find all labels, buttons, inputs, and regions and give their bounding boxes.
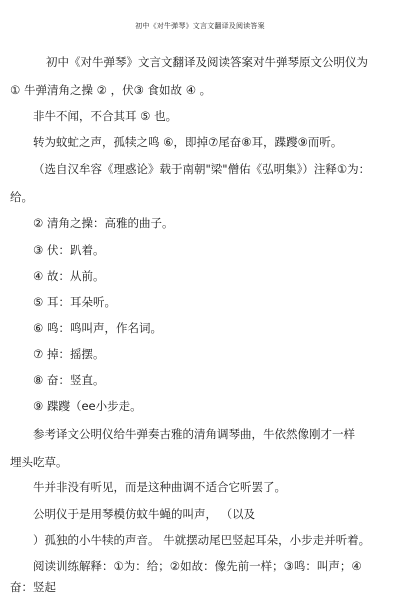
text-line: ① 牛弹清角之操 ② ，伏③ 食如故 ④ 。 (10, 83, 212, 97)
text-line: 给。 (10, 190, 33, 204)
text-line: 埋头吃草。 (10, 455, 68, 469)
text-line: 转为蚊虻之声，孤犊之鸣 ⑥，即掉⑦尾奋⑧耳，蹀躞⑨而听。 (33, 135, 343, 149)
text-line: 阅读训练解释：①为：给；②如故：像先前一样；③鸣：叫声；④ (33, 559, 362, 573)
annotation-item: ⑦ 掉：摇摆。 (33, 347, 105, 361)
document-title: 初中《对牛弹琴》文言文翻译及阅读答案 (135, 22, 265, 30)
annotation-item: ⑨ 蹀躞（ee小步走。 (33, 399, 142, 413)
annotation-item: ⑥ 鸣：鸣叫声，作名词。 (33, 321, 162, 335)
text-line: 非牛不闻，不合其耳 ⑤ 也。 (33, 109, 178, 123)
annotation-item: ④ 故：从前。 (33, 269, 105, 283)
text-line: 初中《对牛弹琴》文言文翻译及阅读答案对牛弹琴原文公明仪为 (46, 55, 368, 69)
annotation-item: ⑤ 耳：耳朵听。 (33, 295, 116, 309)
annotation-item: ② 清角之操：高雅的曲子。 (33, 216, 174, 230)
text-line: ）孤独的小牛犊的声音。 牛就摆动尾巴竖起耳朵，小步走并听着。 (33, 533, 371, 547)
text-line: 奋：竖起 (10, 580, 56, 594)
text-line: 参考译文公明仪给牛弹奏古雅的清角调琴曲，牛依然像刚才一样 (33, 427, 355, 441)
text-line: 牛并非没有听见，而是这种曲调不适合它听罢了。 (33, 480, 286, 494)
text-line: （选自汉牟容《理惑论》载于南朝"梁"僧佑《弘明集》）注释①为： (33, 162, 371, 176)
annotation-item: ③ 伏：趴着。 (33, 243, 105, 257)
text-line: 公明仪于是用琴模仿蚊牛蝇的叫声， （以及 (33, 507, 256, 521)
annotation-item: ⑧ 奋：竖直。 (33, 373, 105, 387)
